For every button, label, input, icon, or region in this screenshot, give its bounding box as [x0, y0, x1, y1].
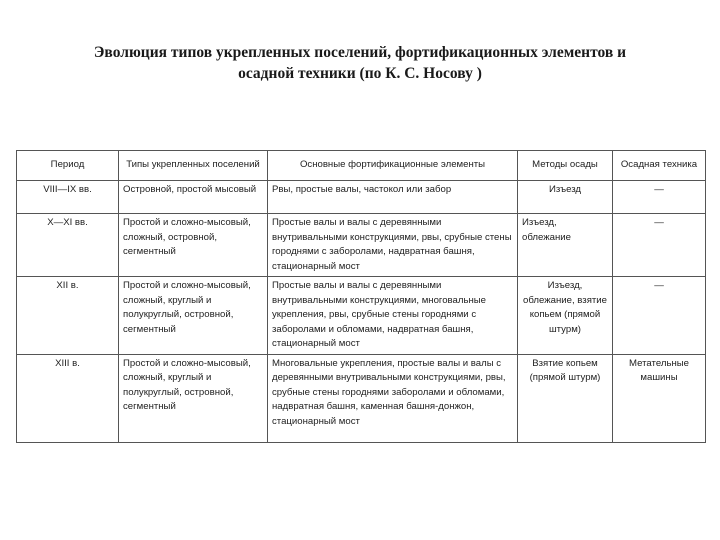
cell-period: XII в. [17, 277, 119, 355]
title-line-2: осадной техники (по К. С. Носову ) [238, 65, 482, 82]
header-period: Период [17, 151, 119, 181]
page-title [40, 42, 680, 84]
cell-period: XIII в. [17, 354, 119, 442]
title-line-1: Эволюция типов укрепленных поселений, фортификационных элементов и [93, 44, 627, 61]
header-siege-technique: Осадная техника [613, 151, 706, 181]
cell-settlement-types: Простой и сложно-мысовый, сложный, островной, сегментный [119, 214, 268, 277]
cell-settlement-types: Простой и сложно-мысовый, сложный, круглый и полукруглый, островной, сегментный [119, 354, 268, 442]
table-row [17, 181, 706, 214]
cell-period: VIII—IX вв. [17, 181, 119, 214]
header-settlement-types: Типы укрепленных поселений [119, 151, 268, 181]
cell-period: X—XI вв. [17, 214, 119, 277]
header-siege-methods: Методы осады [518, 151, 613, 181]
cell-settlement-types: Простой и сложно-мысовый, сложный, круглый и полукруглый, островной, сегментный [119, 277, 268, 355]
cell-siege-technique: — [613, 214, 706, 277]
cell-siege-methods: Изъезд [518, 181, 613, 214]
table-row [17, 354, 706, 442]
header-fortification-elements: Основные фортификационные элементы [268, 151, 518, 181]
cell-siege-methods: Изъезд, облежание, взятие копьем (прямой штурм) [518, 277, 613, 355]
cell-fortification-elements: Простые валы и валы с деревянными внутривальными конструкциями, многовальные укрепления, рвы, срубные стены городнями с заборолами и обломами, надвратная башня, стационарный мост [268, 277, 518, 355]
table-row [17, 277, 706, 355]
cell-fortification-elements: Простые валы и валы с деревянными внутривальными конструкциями, рвы, срубные стены городнями с заборолами, надвратная башня, стационарный мост [268, 214, 518, 277]
cell-settlement-types: Островной, простой мысовый [119, 181, 268, 214]
cell-siege-methods: Изъезд, облежание [518, 214, 613, 277]
cell-fortification-elements: Многовальные укрепления, простые валы и валы с деревянными внутривальными конструкциями, рвы, срубные стены городнями заборолами и обломами, надвратная башня, каменная башня-донжон, стационарный мост [268, 354, 518, 442]
cell-siege-methods: Взятие копьем (прямой штурм) [518, 354, 613, 442]
cell-siege-technique: Метательные машины [613, 354, 706, 442]
table-header-row [17, 151, 706, 181]
cell-siege-technique: — [613, 277, 706, 355]
cell-siege-technique: — [613, 181, 706, 214]
cell-fortification-elements: Рвы, простые валы, частокол или забор [268, 181, 518, 214]
evolution-table [16, 150, 706, 443]
table-row [17, 214, 706, 277]
